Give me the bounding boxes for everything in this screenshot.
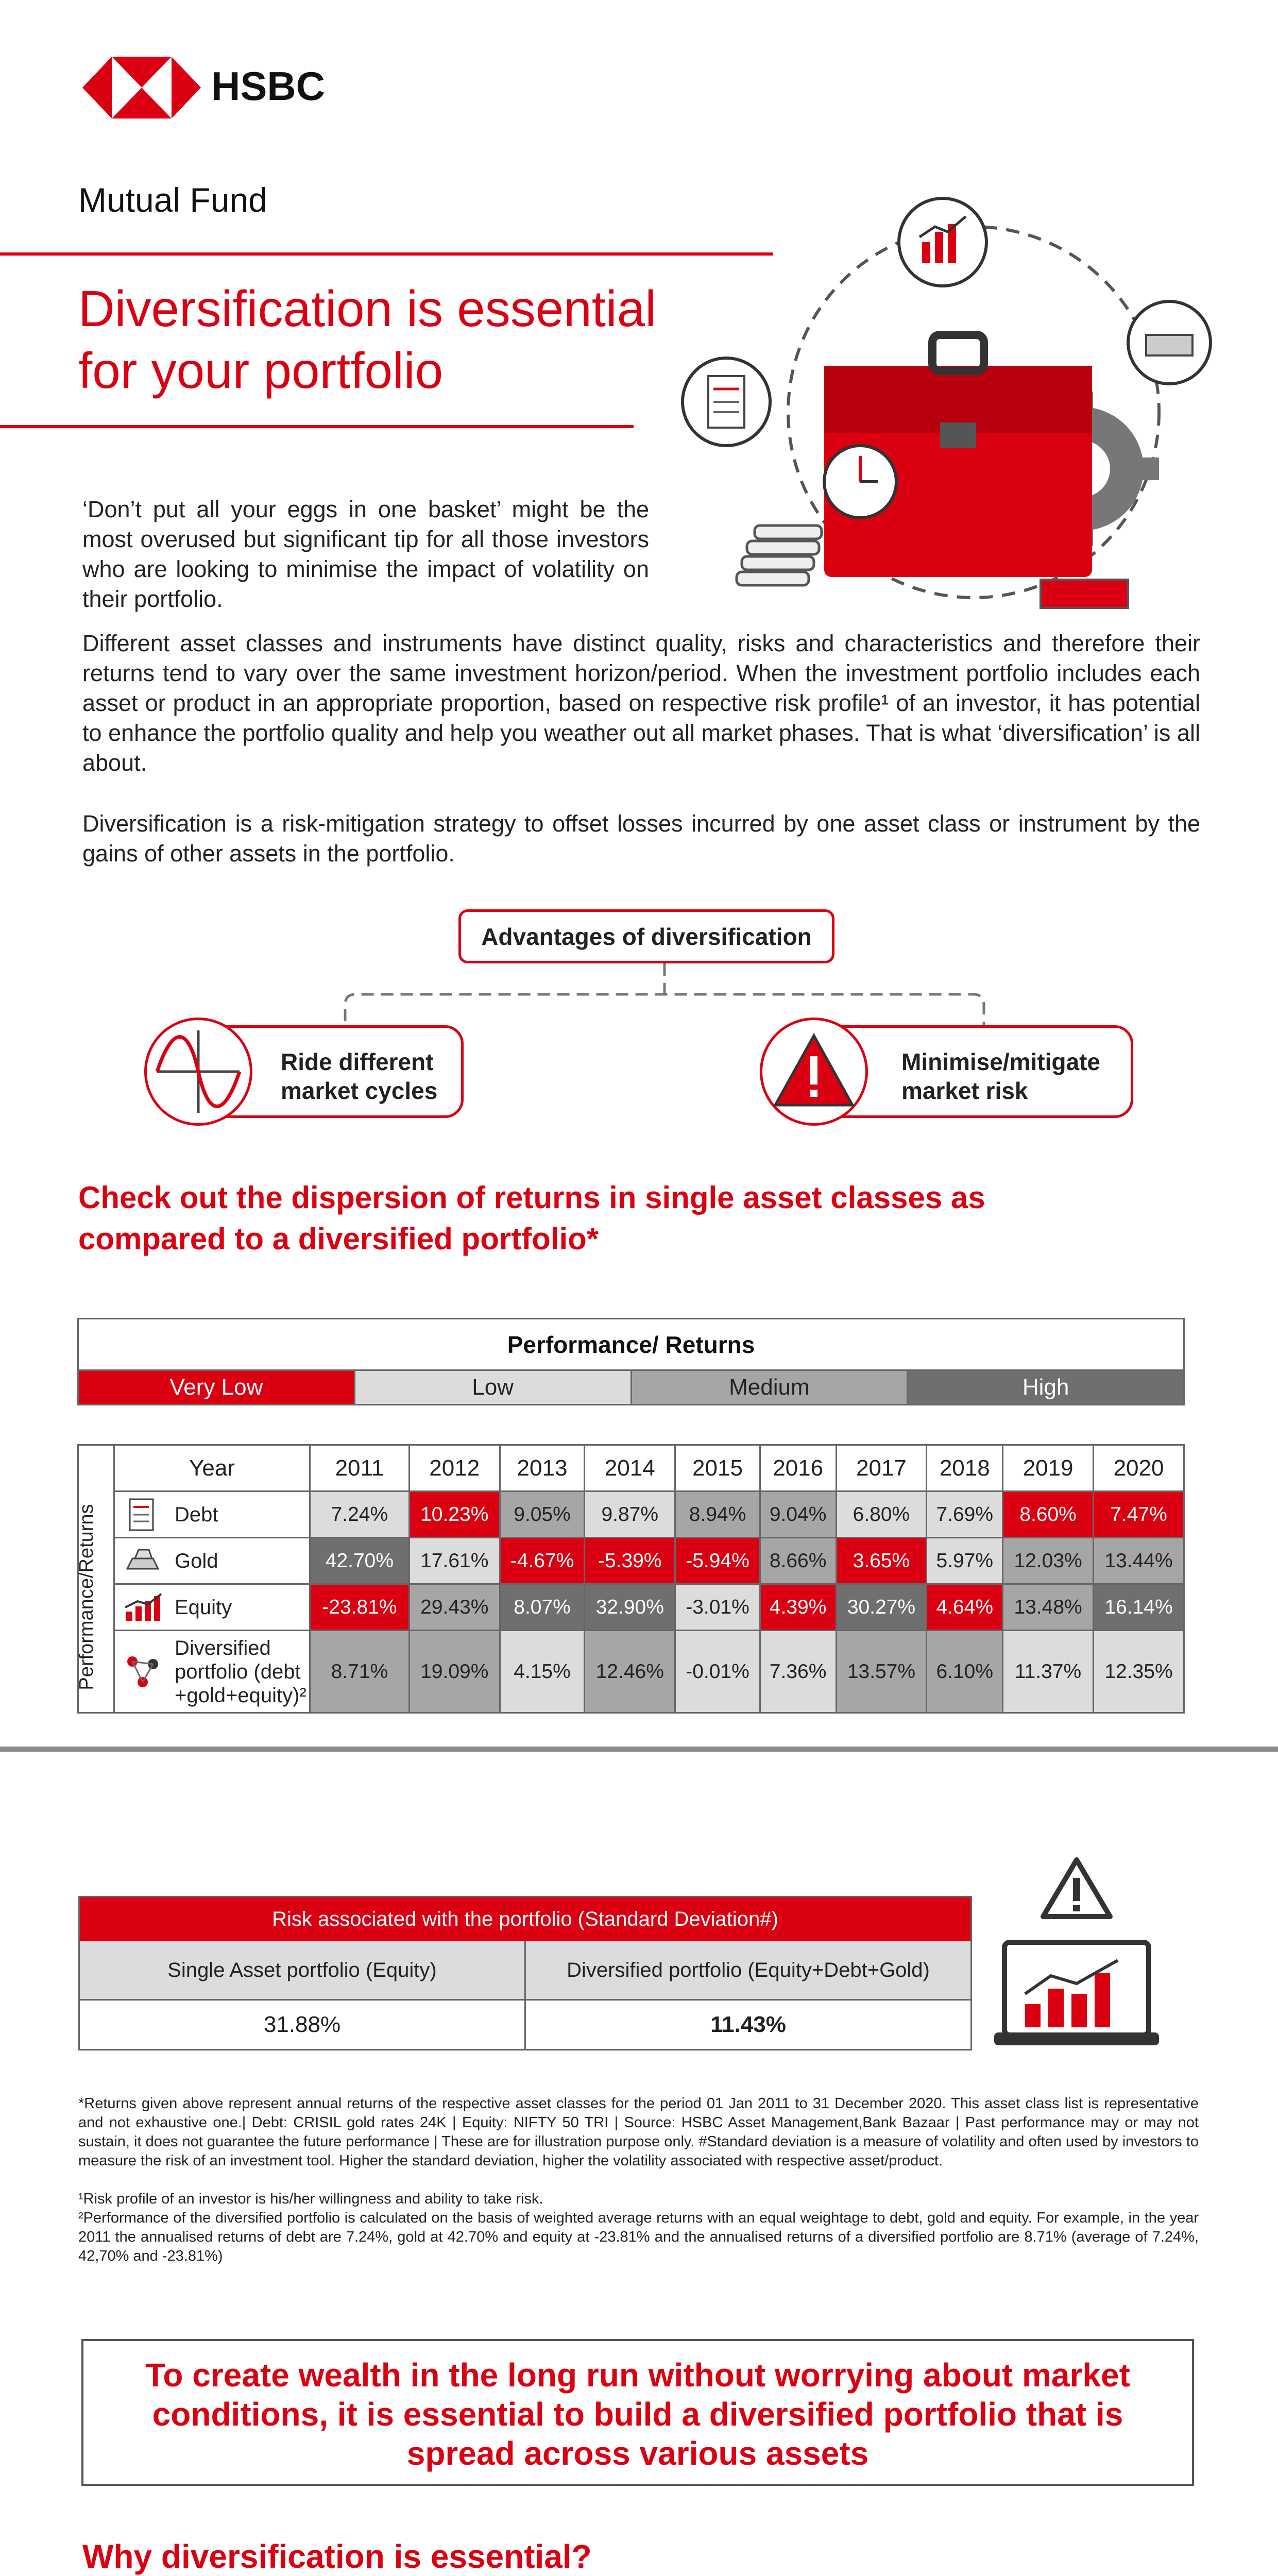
return-cell: 6.80% (836, 1492, 927, 1538)
side-label-spacer (78, 1445, 114, 1492)
return-cell: -3.01% (675, 1584, 760, 1631)
risk-title: Risk associated with the portfolio (Standard Deviation#) (80, 1897, 970, 1941)
section-divider (0, 1747, 1278, 1752)
return-cell: 13.57% (836, 1631, 927, 1713)
document-icon (122, 1497, 163, 1533)
hero-quote: ‘Don’t put all your eggs in one basket’ might be the most overused but significant tip for all those investors who are looking to minimise the impact of volatility on their portfolio. (82, 496, 649, 612)
return-cell: 7.69% (927, 1492, 1003, 1538)
sine-wave-icon (144, 1018, 252, 1126)
advantages-title (458, 909, 834, 963)
page-title-line1: Diversification is essential (78, 280, 656, 337)
wealth-callout (81, 2339, 1194, 2486)
row-label-cell (114, 1492, 310, 1538)
return-cell: -4.67% (500, 1538, 585, 1584)
return-cell: 4.15% (500, 1631, 585, 1713)
brand-name: HSBC (211, 63, 326, 109)
table-row (78, 1631, 1184, 1713)
return-cell: 19.09% (409, 1631, 500, 1713)
hsbc-hexagon-icon (82, 57, 201, 118)
return-cell: 7.24% (310, 1492, 410, 1538)
dispersion-heading-line2: compared to a diversified portfolio* (78, 1222, 599, 1256)
return-cell: 8.94% (675, 1492, 760, 1538)
year-header-2017: 2017 (836, 1445, 927, 1492)
side-label: Performance/Returns (76, 1504, 97, 1690)
advantage-minimise-risk-text: Minimise/mitigate market risk (901, 1048, 1100, 1104)
row-label: Gold (175, 1549, 218, 1572)
table-header-row (78, 1445, 1184, 1492)
return-cell: -5.39% (585, 1538, 675, 1584)
year-header-2014: 2014 (585, 1445, 675, 1492)
year-header-2018: 2018 (927, 1445, 1003, 1492)
return-cell: 12.35% (1094, 1631, 1184, 1713)
row-label-cell (114, 1538, 310, 1584)
return-cell: 4.64% (927, 1584, 1003, 1631)
legend-title: Performance/ Returns (79, 1319, 1183, 1371)
return-cell: 11.37% (1003, 1631, 1094, 1713)
year-header: Year (114, 1445, 310, 1492)
hsbc-logo (82, 57, 201, 118)
return-cell: 17.61% (409, 1538, 500, 1584)
returns-legend (77, 1318, 1185, 1405)
return-cell: 16.14% (1094, 1584, 1184, 1631)
legend-high: High (907, 1371, 1183, 1404)
dispersion-heading-line1: Check out the dispersion of returns in single asset classes as (78, 1180, 985, 1215)
year-header-2020: 2020 (1094, 1445, 1184, 1492)
return-cell: 6.10% (927, 1631, 1003, 1713)
intro-paragraph-2: Diversification is a risk-mitigation strategy to offset losses incurred by one asset class or instrument by the gains of other assets in the portfolio. (82, 810, 1200, 867)
risk-table (78, 1896, 972, 2050)
risk-value-diversified: 11.43% (524, 2001, 970, 2049)
return-cell: 13.44% (1094, 1538, 1184, 1584)
laptop-warning-icon (994, 1855, 1159, 2050)
table-row (78, 1492, 1184, 1538)
return-cell: 42.70% (310, 1538, 410, 1584)
return-cell: 5.97% (927, 1538, 1003, 1584)
return-cell: 8.66% (760, 1538, 836, 1584)
network-nodes-icon (122, 1654, 163, 1690)
return-cell: -23.81% (310, 1584, 410, 1631)
return-cell: 10.23% (409, 1492, 500, 1538)
row-label: Debt (175, 1503, 218, 1526)
brand-subtitle: Mutual Fund (78, 181, 267, 219)
footnote-diversified: ²Performance of the diversified portfolio is calculated on the basis of weighted average returns with an equal weightage to debt, gold and equity. For example, in the year 2011 the annualised returns of debt are 7.24%, gold at 42.70% and equity at -23.81% and the annualised returns of a diversified portfolio are 8.71% (average of 7.24%, 42,70% and -23.81%) (78, 2210, 1199, 2264)
footnote-risk-profile: ¹Risk profile of an investor is his/her willingness and ability to take risk. (78, 2191, 543, 2207)
year-header-2016: 2016 (760, 1445, 836, 1492)
year-header-2015: 2015 (675, 1445, 760, 1492)
return-cell: 12.03% (1003, 1538, 1094, 1584)
table-row (78, 1538, 1184, 1584)
return-cell: 8.71% (310, 1631, 410, 1713)
year-header-2011: 2011 (310, 1445, 410, 1492)
warning-triangle-icon (760, 1018, 868, 1126)
row-label: Equity (175, 1596, 232, 1619)
wealth-callout-text: To create wealth in the long run without worrying about market conditions, it is essential to build a diversified portfolio that is spread across various assets (145, 2357, 1130, 2472)
table-row (78, 1584, 1184, 1631)
risk-col-diversified: Diversified portfolio (Equity+Debt+Gold) (524, 1941, 970, 1999)
return-cell: -0.01% (675, 1631, 760, 1713)
returns-table (77, 1444, 1185, 1714)
why-heading: Why diversification is essential? (82, 2538, 592, 2575)
return-cell: -5.94% (675, 1538, 760, 1584)
year-header-2019: 2019 (1003, 1445, 1094, 1492)
year-header-2013: 2013 (500, 1445, 585, 1492)
footnote-returns: *Returns given above represent annual returns of the respective asset classes for the period 01 Jan 2011 to 31 December 2020. This asset class list is representative and not exhaustive one.| Debt: CRISIL gold rates 24K | Equity: NIFTY 50 TRI | Source: HSBC Asset Management,Bank Bazaar | Past performance may or may not sustain, it does not guarantee the future performance | These are for illustration purpose only. #Standard deviation is a measure of volatility and often used by investors to measure the risk of an investment tool. Higher the standard deviation, higher the volatility associated with respective asset/product. (78, 2095, 1199, 2169)
legend-low: Low (354, 1371, 631, 1404)
return-cell: 4.39% (760, 1584, 836, 1631)
return-cell: 12.46% (585, 1631, 675, 1713)
return-cell: 9.04% (760, 1492, 836, 1538)
row-label-cell (114, 1631, 310, 1713)
return-cell: 32.90% (585, 1584, 675, 1631)
return-cell: 7.47% (1094, 1492, 1184, 1538)
risk-col-single: Single Asset portfolio (Equity) (167, 1958, 437, 1981)
risk-value-single: 31.88% (263, 2012, 341, 2037)
page-title-line2: for your portfolio (78, 342, 444, 399)
return-cell: 8.60% (1003, 1492, 1094, 1538)
intro-paragraph-1: Different asset classes and instruments have distinct quality, risks and characteristics and therefore their returns tend to vary over the same investment horizon/period. When the investment portfolio includes each asset or product in an appropriate proportion, based on respective risk profile¹ of an investor, it has potential to enhance the portfolio quality and help you weather out all market phases. That is what ‘diversification’ is all about. (82, 630, 1200, 776)
return-cell: 7.36% (760, 1631, 836, 1713)
return-cell: 9.05% (500, 1492, 585, 1538)
legend-very-low: Very Low (79, 1371, 354, 1404)
return-cell: 3.65% (836, 1538, 927, 1584)
row-label-cell (114, 1584, 310, 1631)
return-cell: 29.43% (409, 1584, 500, 1631)
year-header-2012: 2012 (409, 1445, 500, 1492)
gold-bars-icon (122, 1546, 163, 1577)
return-cell: 8.07% (500, 1584, 585, 1631)
advantages-title-text: Advantages of diversification (481, 923, 812, 950)
return-cell: 13.48% (1003, 1584, 1094, 1631)
advantage-ride-cycles-text: Ride different market cycles (281, 1048, 438, 1104)
legend-medium: Medium (631, 1371, 907, 1404)
bar-chart-icon (122, 1592, 163, 1623)
briefcase-illustration (654, 196, 1221, 618)
return-cell: 30.27% (836, 1584, 927, 1631)
return-cell: 9.87% (585, 1492, 675, 1538)
row-label: Diversified portfolio (debt +gold+equity)² (175, 1636, 306, 1707)
title-rule (0, 425, 634, 428)
